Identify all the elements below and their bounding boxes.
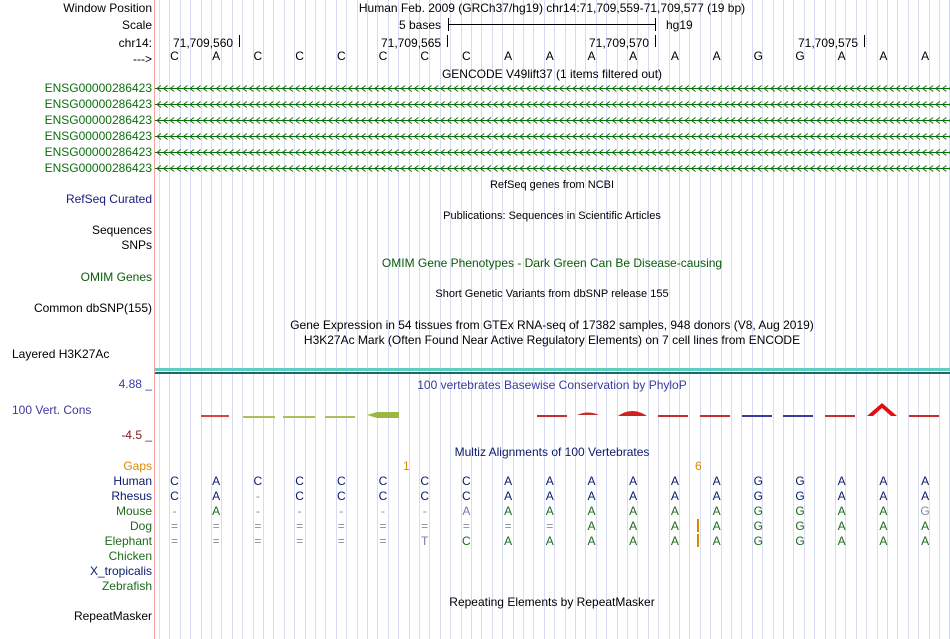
- phylop-mark: [825, 415, 855, 417]
- alignment-base: -: [297, 504, 302, 518]
- label-gene-3[interactable]: ENSG00000286423: [44, 129, 152, 143]
- gene-model-line[interactable]: [155, 131, 950, 142]
- alignment-base: A: [587, 534, 596, 548]
- reference-base: C: [253, 49, 263, 63]
- dog-insertion-mark: [697, 519, 699, 532]
- alignment-base: G: [920, 504, 930, 518]
- alignment-base: G: [753, 504, 763, 518]
- alignment-base: C: [295, 474, 304, 488]
- label-gene-1[interactable]: ENSG00000286423: [44, 97, 152, 111]
- alignment-base: A: [879, 519, 888, 533]
- label-species-3[interactable]: Dog: [129, 519, 152, 533]
- reference-base: C: [336, 49, 346, 63]
- dbsnp-track-title: Short Genetic Variants from dbSNP release 155: [435, 288, 669, 300]
- alignment-base: A: [504, 489, 513, 503]
- gene-arrow-svg: [155, 115, 950, 126]
- reference-base: C: [170, 49, 179, 63]
- reference-base: A: [545, 49, 554, 63]
- label-omim-genes[interactable]: OMIM Genes: [80, 270, 152, 284]
- alignment-base: C: [420, 489, 430, 503]
- alignment-base: C: [295, 489, 304, 503]
- alignment-base: G: [795, 504, 805, 518]
- reference-base: C: [378, 49, 388, 63]
- track-area[interactable]: [155, 0, 950, 639]
- label-species-0[interactable]: Human: [113, 474, 152, 488]
- alignment-base: A: [587, 489, 596, 503]
- label-gene-5[interactable]: ENSG00000286423: [44, 161, 152, 175]
- alignment-base: A: [712, 504, 721, 518]
- label-100-vert-cons[interactable]: 100 Vert. Cons: [12, 403, 92, 417]
- alignment-base: =: [212, 519, 220, 533]
- alignment-base: A: [837, 489, 846, 503]
- alignment-base: A: [629, 489, 638, 503]
- label-species-7[interactable]: Zebrafish: [101, 579, 152, 593]
- gap-mark-1: 6: [695, 459, 702, 473]
- alignment-base: A: [879, 534, 888, 548]
- alignment-base: C: [170, 489, 179, 503]
- label-gene-0[interactable]: ENSG00000286423: [44, 81, 152, 95]
- alignment-base: -: [339, 504, 344, 518]
- elephant-insertion-mark: [697, 534, 699, 547]
- alignment-base: -: [255, 504, 260, 518]
- alignment-base: C: [170, 474, 179, 488]
- alignment-base: C: [253, 474, 263, 488]
- alignment-base: A: [212, 474, 221, 488]
- alignment-base: A: [879, 504, 888, 518]
- reference-base: A: [629, 49, 638, 63]
- alignment-base: C: [336, 474, 346, 488]
- alignment-base: A: [504, 534, 513, 548]
- reference-base: G: [795, 49, 805, 63]
- phylop-mark: [243, 416, 275, 418]
- alignment-base: A: [545, 489, 554, 503]
- phylop-mark: [367, 412, 399, 418]
- alignment-base: A: [921, 519, 930, 533]
- reference-base: C: [295, 49, 304, 63]
- alignment-base: A: [712, 519, 721, 533]
- alignment-base: A: [837, 504, 846, 518]
- label-sequences[interactable]: Sequences: [91, 223, 152, 237]
- label-gaps[interactable]: Gaps: [123, 459, 152, 473]
- refseq-track-title: RefSeq genes from NCBI: [489, 179, 615, 191]
- alignment-base: A: [629, 534, 638, 548]
- label-scale[interactable]: Scale: [121, 18, 152, 32]
- gene-arrow-svg: [155, 99, 950, 110]
- label-strand-arrow[interactable]: --->: [133, 52, 152, 66]
- alignment-base: A: [670, 474, 679, 488]
- reference-base: C: [462, 49, 471, 63]
- reference-base: A: [670, 49, 679, 63]
- reference-base: A: [879, 49, 888, 63]
- alignment-base: A: [629, 474, 638, 488]
- gene-model-line[interactable]: [155, 147, 950, 158]
- alignment-base: G: [753, 519, 763, 533]
- gencode-track-title: GENCODE V49lift37 (1 items filtered out): [441, 67, 663, 81]
- alignment-base: A: [629, 504, 638, 518]
- alignment-base: =: [462, 519, 470, 533]
- phylop-mark: [658, 415, 688, 417]
- alignment-base: A: [629, 519, 638, 533]
- alignment-base: -: [172, 504, 177, 518]
- phylop-mark: [742, 415, 772, 417]
- label-cons-min: -4.5 _: [121, 428, 152, 442]
- phylop-track-title: 100 vertebrates Basewise Conservation by PhyloP: [417, 378, 687, 392]
- gene-model-line[interactable]: [155, 115, 950, 126]
- position-label-2: 71,709,570: [589, 36, 650, 50]
- alignment-base: =: [296, 519, 304, 533]
- reference-base: C: [420, 49, 430, 63]
- h3k27ac-track-title: H3K27Ac Mark (Often Found Near Active Regulatory Elements) on 7 cell lines from ENCODE: [303, 333, 801, 347]
- label-layered-h3k27ac[interactable]: Layered H3K27Ac: [12, 347, 110, 361]
- phylop-mark: [325, 416, 355, 418]
- label-refseq-curated[interactable]: RefSeq Curated: [65, 192, 152, 206]
- alignment-base: -: [381, 504, 385, 518]
- label-window-position[interactable]: Window Position: [63, 1, 152, 15]
- alignment-base: A: [879, 474, 888, 488]
- position-label-1: 71,709,565: [381, 36, 442, 50]
- phylop-mark: [700, 415, 730, 417]
- label-gene-2[interactable]: ENSG00000286423: [44, 113, 152, 127]
- alignment-base: A: [587, 504, 596, 518]
- alignment-base: A: [837, 534, 846, 548]
- gap-mark-0: 1: [403, 459, 410, 473]
- alignment-base: =: [379, 534, 387, 548]
- gene-model-line[interactable]: [155, 83, 950, 94]
- alignment-base: =: [212, 534, 220, 548]
- label-chr[interactable]: chr14:: [118, 36, 152, 50]
- alignment-base: A: [712, 489, 721, 503]
- gene-model-line[interactable]: [155, 99, 950, 110]
- alignment-base: G: [795, 519, 805, 533]
- alignment-base: =: [254, 519, 262, 533]
- label-species-1[interactable]: Rhesus: [111, 489, 152, 503]
- label-species-4[interactable]: Elephant: [104, 534, 152, 548]
- alignment-base: -: [422, 504, 427, 518]
- alignment-base: A: [462, 504, 471, 518]
- gene-model-line[interactable]: [155, 163, 950, 174]
- alignment-base: =: [337, 519, 345, 533]
- reference-base: A: [712, 49, 721, 63]
- alignment-base: A: [921, 489, 930, 503]
- alignment-base: A: [670, 534, 679, 548]
- alignment-base: A: [504, 474, 513, 488]
- alignment-base: =: [337, 534, 345, 548]
- scale-db-text: hg19: [666, 18, 693, 32]
- alignment-base: A: [670, 519, 679, 533]
- phylop-mark: [909, 415, 939, 417]
- alignment-base: =: [296, 534, 304, 548]
- alignment-base: =: [379, 519, 387, 533]
- alignment-base: =: [170, 534, 178, 548]
- phylop-mark: [783, 415, 813, 417]
- phylop-mark: [867, 403, 897, 416]
- gtex-track-title: Gene Expression in 54 tissues from GTEx RNA-seq of 17382 samples, 948 donors (V8, Aug 2019): [290, 318, 814, 332]
- alignment-base: A: [587, 519, 596, 533]
- gene-arrow-svg: [155, 163, 950, 174]
- reference-base: G: [753, 49, 763, 63]
- label-species-5[interactable]: Chicken: [108, 549, 152, 563]
- alignment-base: C: [462, 474, 471, 488]
- alignment-base: -: [255, 489, 260, 503]
- assembly-position-text: Human Feb. 2009 (GRCh37/hg19) chr14:71,709,559-71,709,577 (19 bp): [358, 1, 746, 15]
- reference-base: A: [504, 49, 513, 63]
- alignment-base: A: [921, 474, 930, 488]
- alignment-base: =: [504, 519, 512, 533]
- alignment-base: =: [421, 519, 429, 533]
- alignment-base: A: [879, 489, 888, 503]
- phylop-mark: [537, 415, 567, 417]
- alignment-base: C: [462, 489, 471, 503]
- alignment-base: A: [921, 534, 930, 548]
- label-cons-max: 4.88 _: [118, 377, 152, 391]
- gene-arrow-svg: [155, 147, 950, 158]
- label-repeatmasker[interactable]: RepeatMasker: [73, 609, 152, 623]
- alignment-base: G: [753, 534, 763, 548]
- label-common-dbsnp[interactable]: Common dbSNP(155): [33, 301, 152, 315]
- alignment-base: G: [795, 534, 805, 548]
- alignment-base: C: [462, 534, 471, 548]
- alignment-base: =: [254, 534, 262, 548]
- alignment-base: =: [170, 519, 178, 533]
- phylop-mark: [577, 413, 599, 416]
- repeatmasker-track-title: Repeating Elements by RepeatMasker: [449, 595, 655, 609]
- alignment-base: A: [545, 534, 554, 548]
- alignment-base: C: [378, 489, 388, 503]
- gene-arrow-svg: [155, 83, 950, 94]
- alignment-base: G: [753, 489, 763, 503]
- label-snps[interactable]: SNPs: [121, 238, 152, 252]
- reference-base: A: [837, 49, 846, 63]
- alignment-base: A: [545, 504, 554, 518]
- omim-track-title: OMIM Gene Phenotypes - Dark Green Can Be Disease-causing: [381, 256, 723, 270]
- scale-bases-text: 5 bases: [399, 18, 442, 32]
- alignment-base: A: [837, 519, 846, 533]
- publications-track-title: Publications: Sequences in Scientific Articles: [443, 210, 661, 222]
- multiz-track-title: Multiz Alignments of 100 Vertebrates: [454, 445, 650, 459]
- phylop-mark: [618, 411, 647, 416]
- alignment-base: G: [795, 489, 805, 503]
- track-label-column: [0, 0, 155, 639]
- alignment-base: A: [587, 474, 596, 488]
- phylop-marks: [201, 403, 939, 418]
- position-label-0: 71,709,560: [173, 36, 234, 50]
- alignment-base: C: [420, 474, 430, 488]
- label-species-6[interactable]: X_tropicalis: [89, 564, 152, 578]
- alignment-base: A: [837, 474, 846, 488]
- phylop-mark: [201, 415, 229, 417]
- alignment-base: C: [336, 489, 346, 503]
- alignment-base: G: [753, 474, 763, 488]
- alignment-base: A: [712, 534, 721, 548]
- alignment-base: =: [546, 519, 554, 533]
- label-gene-4[interactable]: ENSG00000286423: [44, 145, 152, 159]
- label-species-2[interactable]: Mouse: [115, 504, 152, 518]
- phylop-mark: [283, 416, 315, 418]
- reference-base: A: [921, 49, 930, 63]
- gene-arrow-svg: [155, 131, 950, 142]
- alignment-base: A: [504, 504, 513, 518]
- alignment-base: A: [212, 489, 221, 503]
- alignment-base: A: [712, 474, 721, 488]
- reference-base: A: [587, 49, 596, 63]
- alignment-base: G: [795, 474, 805, 488]
- alignment-base: A: [212, 504, 221, 518]
- alignment-base: A: [545, 474, 554, 488]
- reference-base: A: [212, 49, 221, 63]
- position-label-3: 71,709,575: [798, 36, 859, 50]
- alignment-base: T: [421, 534, 429, 548]
- alignment-base: C: [378, 474, 388, 488]
- alignment-base: A: [670, 489, 679, 503]
- alignment-base: A: [670, 504, 679, 518]
